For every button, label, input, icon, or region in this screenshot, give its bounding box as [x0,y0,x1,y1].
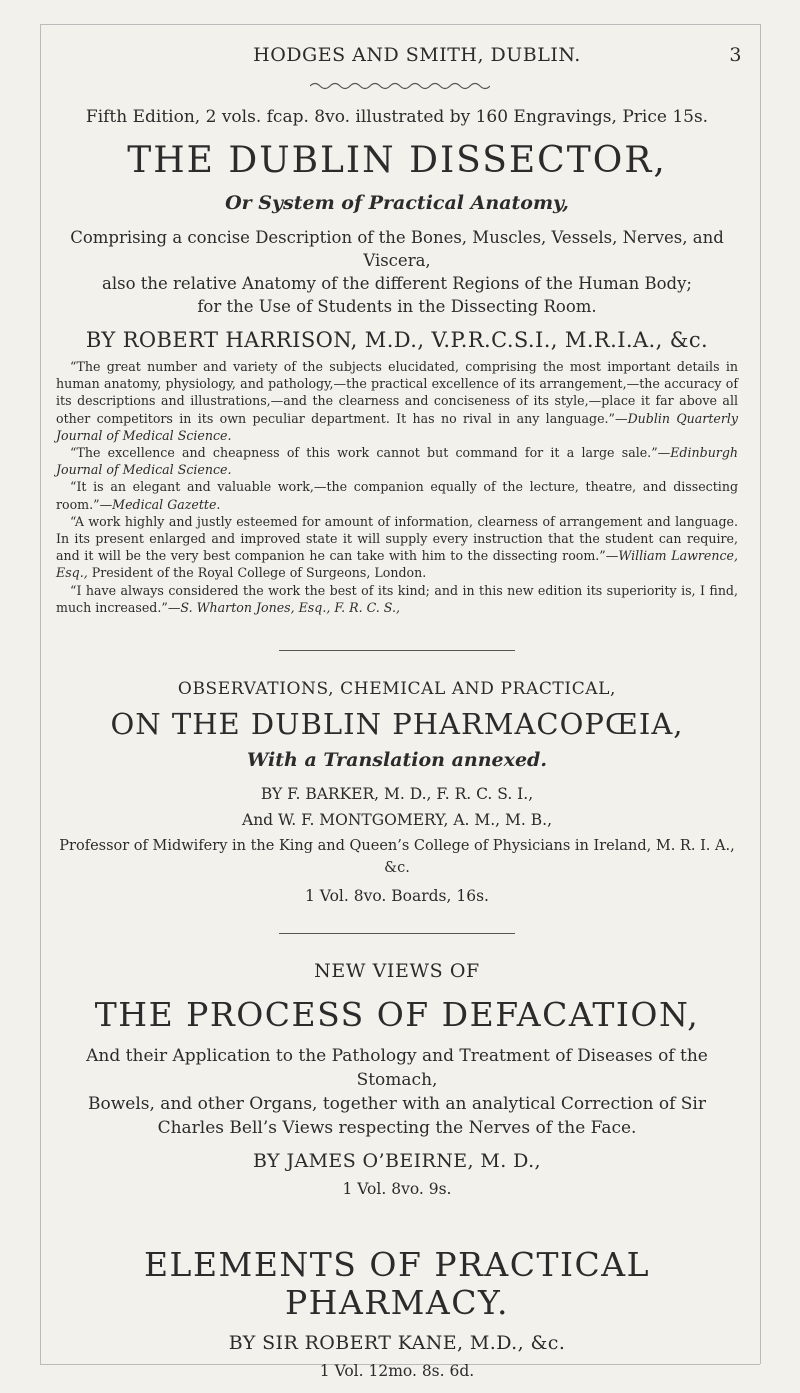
review-quote: “The excellence and cheapness of this work cannot but command for it a large sale.”—Edinburgh Journal of Medical Science. [56,445,738,478]
price-line: 1 Vol. 12mo. 8s. 6d. [319,1362,475,1381]
book-subtitle: Or System of Practical Anatomy, [225,192,569,214]
page-number: 3 [729,44,742,66]
page-rule-left [40,24,41,1364]
reviews-block [56,358,738,616]
author-line: BY ROBERT HARRISON, M.D., V.P.R.C.S.I., M.R.I.A., &c. [85,328,709,352]
book-title: THE DUBLIN DISSECTOR, [127,140,667,181]
section-divider [279,933,515,934]
book-title: THE PROCESS OF DEFACATION, [94,995,700,1035]
section-heading: NEW VIEWS OF [314,960,480,983]
price-line: 1 Vol. 8vo. Boards, 16s. [305,887,489,906]
author-line: And W. F. MONTGOMERY, A. M., M. B., [242,811,552,830]
book-subtitle: With a Translation annexed. [247,749,547,772]
advertisement-content [56,106,738,1382]
ad-dublin-dissector [56,106,738,616]
author-affiliation: Professor of Midwifery in the King and Queen’s College of Physicians in Ireland, M. R. I. A., &c. [59,838,735,877]
review-quote: “It is an elegant and valuable work,—the companion equally of the lecture, theatre, and dissecting room.”—Medical Gazette. [56,479,738,512]
review-source: William Lawrence, Esq., [56,548,738,581]
author-line: BY SIR ROBERT KANE, M.D., &c. [228,1332,566,1355]
book-title: ON THE DUBLIN PHARMACOPŒIA, [110,707,684,742]
ad-practical-pharmacy [56,1246,738,1382]
author-line: BY F. BARKER, M. D., F. R. C. S. I., [260,785,534,804]
description-line: Comprising a concise Description of the Bones, Muscles, Vessels, Nerves, and Viscera, [70,228,724,270]
review-source: S. Wharton Jones, Esq., F. R. C. S., [180,599,400,615]
book-description [56,1044,738,1140]
review-quote: “A work highly and justly esteemed for amount of information, clearness of arrangement and language. In its present enlarged and improved state it will supply every instruction that the student can require, and it will be the very best companion he can take with him to the dissecting room.”—William Lawrence, Esq., President of the Royal College of Surgeons, London. [56,513,738,581]
running-head-title: HODGES AND SMITH, DUBLIN. [253,44,581,66]
description-line: And their Application to the Pathology and Treatment of Diseases of the Stomach, [86,1046,708,1091]
book-title: ELEMENTS OF PRACTICAL PHARMACY. [143,1245,651,1323]
review-source: Edinburgh Journal of Medical Science. [56,445,738,478]
review-quote: “The great number and variety of the subjects elucidated, comprising the most important details in human anatomy, physiology, and pathology,—the practical excellence of its arrangement,—the accuracy of its descriptions and illustrations,—and the clearness and conciseness of its style,—place it far above all other competitors in its own peculiar department. It has no rival in any language.”—Dublin Quarterly Journal of Medical Science. [56,359,738,443]
page-rule-top [40,24,760,25]
wavy-ornament [0,76,800,95]
review-source: Dublin Quarterly Journal of Medical Science. [56,410,738,443]
book-description [56,226,738,318]
review-quote: “I have always considered the work the best of its kind; and in this new edition its superiority is, I find, much increased.”—S. Wharton Jones, Esq., F. R. C. S., [56,582,738,615]
price-line: 1 Vol. 8vo. 9s. [342,1180,452,1199]
author-line: BY JAMES O’BEIRNE, M. D., [253,1150,541,1173]
page-rule-right [760,24,761,1364]
section-divider [279,650,515,651]
review-source: Medical Gazette. [112,496,221,512]
ad-pharmacopoeia [56,679,738,907]
edition-line: Fifth Edition, 2 vols. fcap. 8vo. illustrated by 160 Engravings, Price 15s. [85,107,709,127]
description-line: Charles Bell’s Views respecting the Nerves of the Face. [157,1118,637,1139]
section-heading: OBSERVATIONS, CHEMICAL AND PRACTICAL, [177,679,617,700]
description-line: also the relative Anatomy of the different Regions of the Human Body; [102,274,692,293]
ad-defacation [56,960,738,1200]
description-line: Bowels, and other Organs, together with an analytical Correction of Sir [88,1094,706,1115]
description-line: for the Use of Students in the Dissecting Room. [197,297,597,316]
